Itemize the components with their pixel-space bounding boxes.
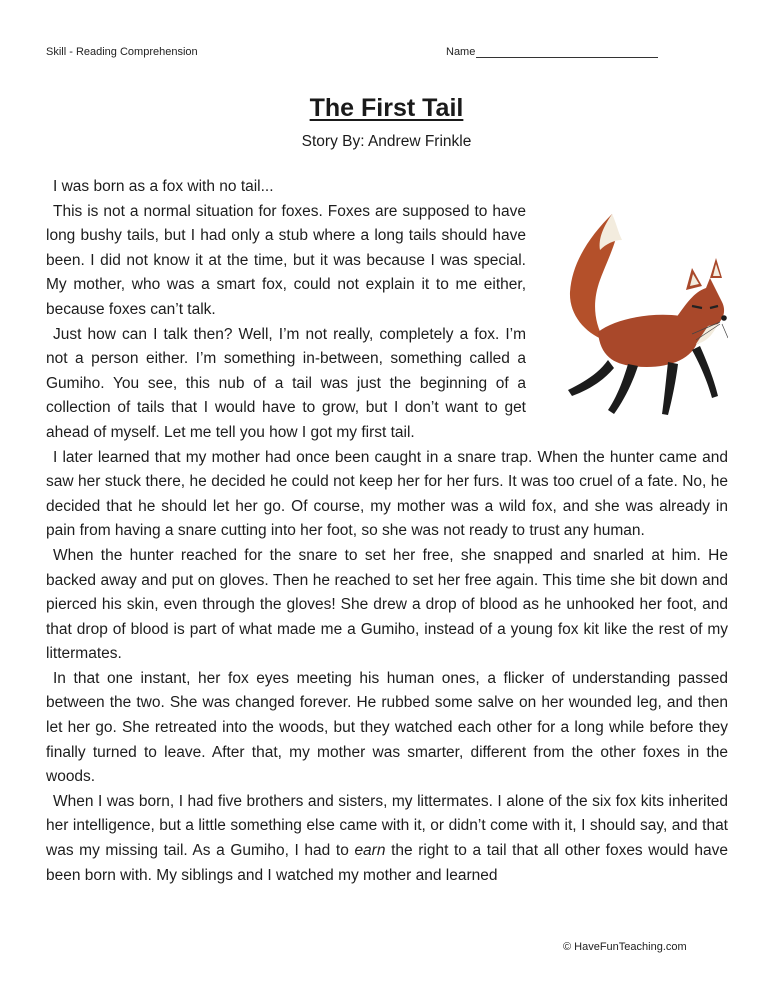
text-span: When I was born, I had five brothers and sisters, my littermates. I alone of the six fox kits inherited her intelligence, but a little something else came with it, or didn’t come with it, I should say, and that was my missing tail. As a Gumiho, I had to: [46, 792, 728, 860]
story-body: [46, 175, 728, 888]
story-paragraph: In that one instant, her fox eyes meeting his human ones, a flicker of understanding passed between the two. She was changed forever. He rubbed some salve on her wounded leg, and then let her go. She retreated into the woods, but they watched each other for a long while before they finally turned to leave. After that, my mother was smarter, different from the other foxes in the woods.: [46, 669, 728, 786]
fox-illustration: [542, 214, 728, 432]
story-paragraph-last: [46, 790, 728, 888]
story-paragraph: Just how can I talk then? Well, I’m not really, completely a fox. I’m not a person either. I’m something in-between, something called a Gumiho. You see, this nub of a tail was just the beginning of a collection of tails that I would have to grow, but I don’t want to get ahead of myself. Let me tell you how I got my first tail.: [46, 325, 526, 441]
story-paragraph: This is not a normal situation for foxes. Foxes are supposed to have long bushy tails, but I had only a stub where a long tails should have been. I did not know it at the time, but it was because I was special. My mother, who was a smart fox, could not explain it to me either, because foxes can’t talk.: [46, 202, 526, 318]
name-label: Name: [446, 46, 476, 58]
text-span: the right to a tail that all other foxes would have been born with. My siblings and I watched my mother and learned: [46, 842, 728, 884]
story-paragraph: I later learned that my mother had once been caught in a snare trap. When the hunter came and saw her stuck there, he decided he could not keep her for her furs. It was too cruel of a fate. No, he decided that he should let her go. Of course, my mother was a wild fox, and she was already in pain from having a snare cutting into her foot, so she was not ready to trust any human.: [46, 448, 728, 540]
page-title: The First Tail: [309, 94, 464, 122]
emphasized-word: earn: [354, 842, 386, 860]
copyright-footer: © HaveFunTeaching.com: [563, 941, 687, 953]
name-field: [446, 46, 658, 58]
skill-label: Skill - Reading Comprehension: [46, 46, 198, 58]
name-line: [476, 46, 658, 58]
story-paragraph: When the hunter reached for the snare to set her free, she snapped and snarled at him. He backed away and put on gloves. Then he reached to set her free again. This time she bit down and pierced his skin, even through the gloves! She drew a drop of blood as he unhooked her foot, and that drop of blood is part of what made me a Gumiho, instead of a young fox kit like the rest of my littermates.: [46, 546, 728, 663]
story-paragraph: I was born as a fox with no tail...: [53, 178, 274, 195]
byline: Story By: Andrew Frinkle: [301, 133, 472, 150]
